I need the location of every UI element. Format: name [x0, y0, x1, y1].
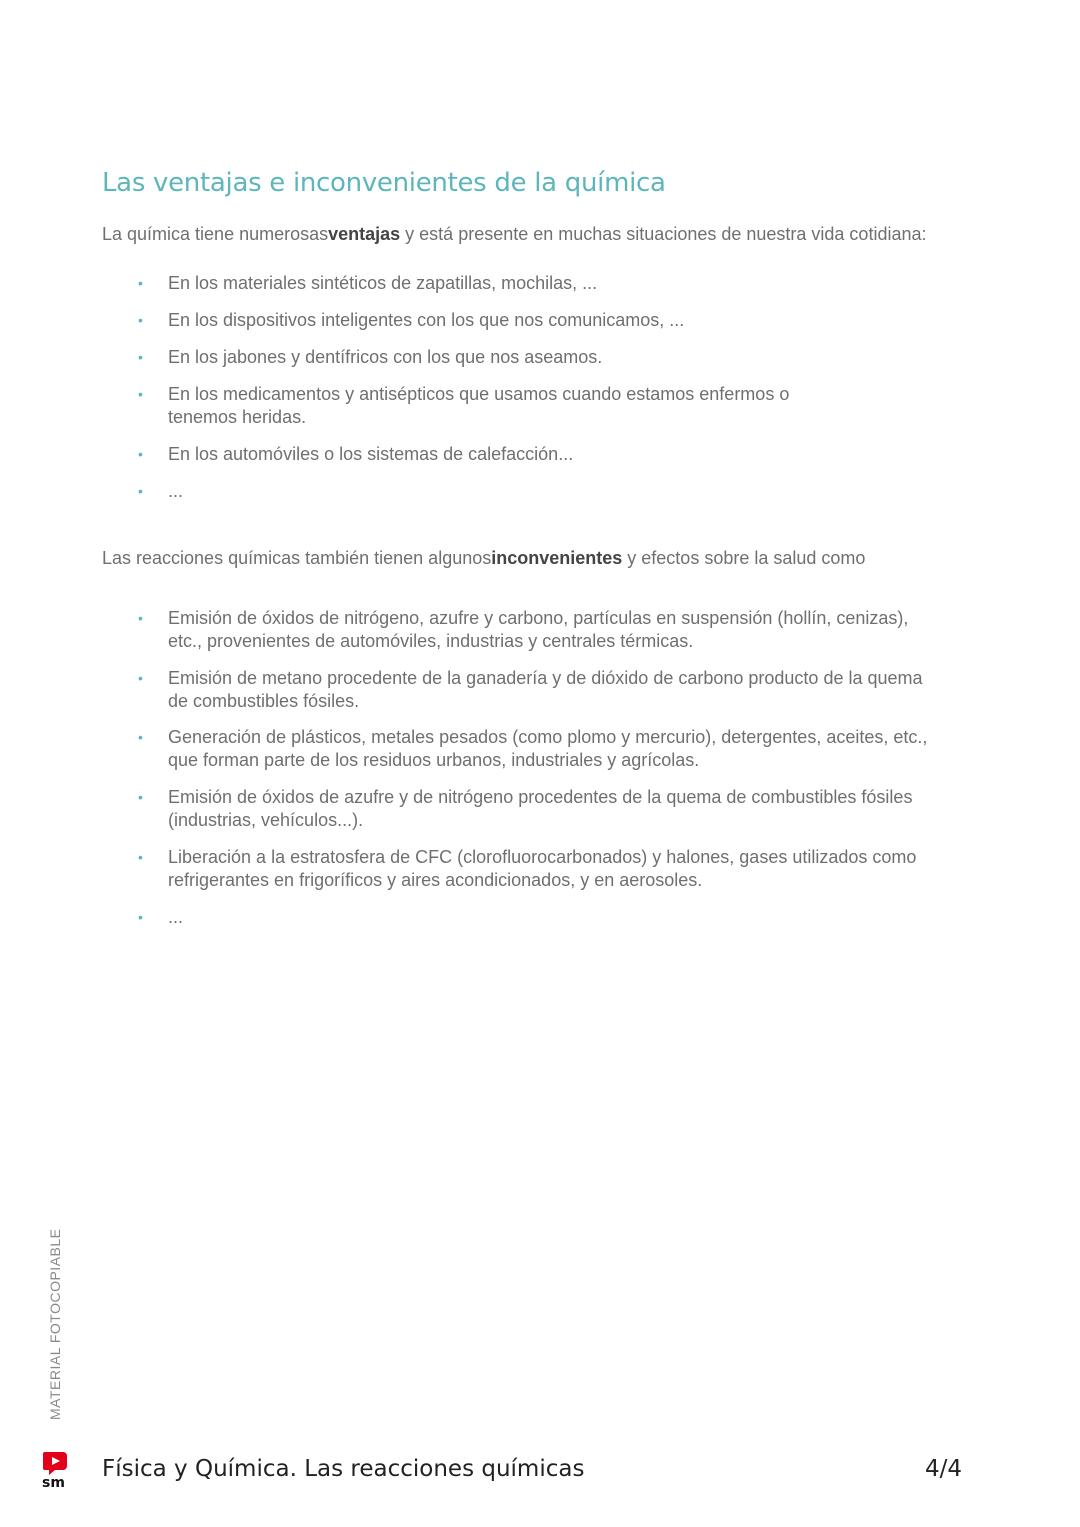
list-item [102, 272, 932, 295]
page-number: 4/4 [925, 1456, 963, 1482]
list-item-text: En los jabones y dentífricos con los que nos aseamos. [168, 347, 603, 367]
advantages-intro-rest: y está presente en muchas situaciones de nuestra vida cotidiana: [400, 224, 927, 244]
bullet-icon: • [138, 729, 143, 745]
logo-mark [41, 1450, 71, 1490]
list-item [102, 726, 932, 772]
list-item [102, 667, 932, 713]
bullet-icon: • [138, 909, 143, 925]
list-item [102, 309, 932, 332]
page-title: Las ventajas e inconvenientes de la química [102, 168, 666, 198]
bullet-icon: • [138, 386, 143, 402]
list-item-text: En los dispositivos inteligentes con los que nos comunicamos, ... [168, 310, 685, 330]
list-item [102, 786, 932, 832]
list-item [102, 383, 932, 429]
bullet-icon: • [138, 349, 143, 365]
bullet-icon: • [138, 849, 143, 865]
list-item [102, 346, 932, 369]
disadvantages-intro-text: Las reacciones químicas también tienen algunos [102, 548, 492, 568]
disadvantages-intro-rest: y efectos sobre la salud como [622, 548, 866, 568]
list-item-text: En los materiales sintéticos de zapatillas, mochilas, ... [168, 273, 598, 293]
logo-text: sm [42, 1475, 65, 1490]
list-item-text: Emisión de óxidos de nitrógeno, azufre y carbono, partículas en suspensión (hollín, cenizas), etc., provenientes de automóviles, industrias y centrales térmicas. [168, 608, 909, 651]
list-item-text: En los automóviles o los sistemas de calefacción... [168, 444, 574, 464]
list-item-text: ... [168, 481, 184, 501]
list-item [102, 906, 932, 929]
sm-logo-icon [41, 1450, 71, 1490]
list-item-text: Liberación a la estratosfera de CFC (clorofluorocarbonados) y halones, gases utilizados como refrigerantes en frigoríficos y aires acondicionados, y en aerosoles. [168, 847, 917, 890]
list-item-text: Generación de plásticos, metales pesados (como plomo y mercurio), detergentes, aceites, etc., que forman parte de los residuos urbanos, industriales y agrícolas. [168, 727, 928, 770]
list-item [102, 480, 932, 503]
advantages-intro-text: La química tiene numerosas [102, 224, 329, 244]
advantages-keyword: ventajas [328, 224, 401, 244]
list-item [102, 443, 932, 466]
list-item [102, 846, 932, 892]
disadvantages-intro [102, 547, 902, 570]
list-item-text: ... [168, 907, 184, 927]
bullet-icon: • [138, 275, 143, 291]
bullet-icon: • [138, 446, 143, 462]
list-item [102, 607, 932, 653]
bullet-icon: • [138, 670, 143, 686]
bullet-icon: • [138, 610, 143, 626]
list-item-text: En los medicamentos y antisépticos que usamos cuando estamos enfermos o tenemos heridas. [168, 384, 790, 427]
list-item-text: Emisión de óxidos de azufre y de nitrógeno procedentes de la quema de combustibles fósiles (industrias, vehículos...). [168, 787, 913, 830]
side-label: MATERIAL FOTOCOPIABLE [47, 1228, 63, 1420]
bullet-icon: • [138, 789, 143, 805]
bullet-icon: • [138, 483, 143, 499]
disadvantages-keyword: inconvenientes [491, 548, 623, 568]
footer-title: Física y Química. Las reacciones químicas [102, 1456, 585, 1482]
advantages-intro [102, 223, 932, 246]
list-item-text: Emisión de metano procedente de la ganadería y de dióxido de carbono producto de la quema de combustibles fósiles. [168, 668, 923, 711]
bullet-icon: • [138, 312, 143, 328]
